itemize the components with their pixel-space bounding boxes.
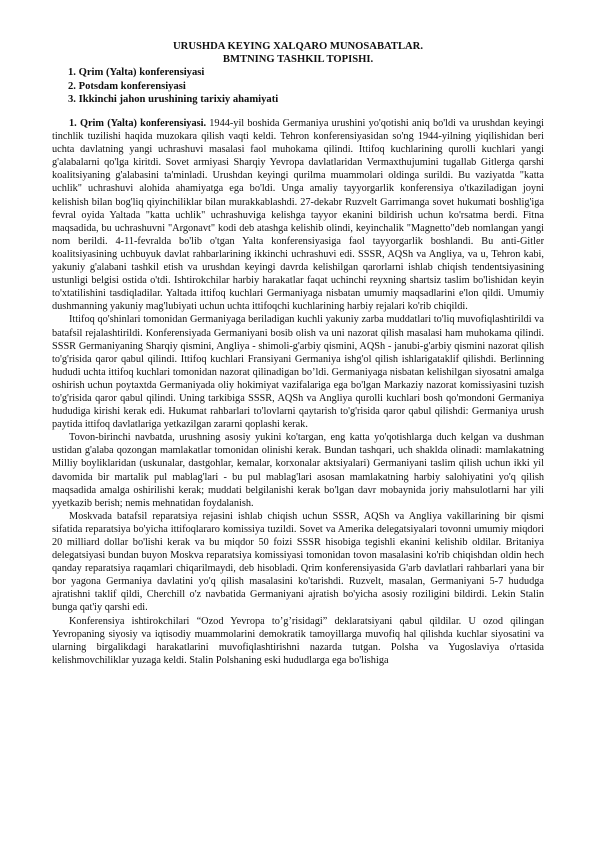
toc-item: 1. Qrim (Yalta) konferensiyasi <box>68 67 205 79</box>
paragraph-1 <box>52 117 544 313</box>
toc-item: 2. Potsdam konferensiyasi <box>68 80 186 92</box>
table-of-contents <box>52 66 544 106</box>
paragraph-2: Ittifoq qo'shinlari tomonidan Germaniyaga beriladigan kuchli yakuniy zarba muddatlari to'liq muvofiqlashtirildi va batafsil rejalashtirildi. Konferensiyada Germaniyani bosib olish va uni nazorat qilish masalasi ham muhokama qilindi. SSSR Germaniyaning Sharqiy qismini, Angliya - shimoli-g'arbiy qismini, AQSh - janubi-g'arbiy qismini nazorat qilish to'g'risida qaror qabul qilindi. Ittifoq kuchlari Fransiyani Germaniya ishg'ol qilish ishlarigataklif qilishdi. Berlinning hududi uchta ittifoq kuchlari tomonidan nazorat qilinadigan bo’ldi. Germaniyaga nisbatan kelishilgan siyosatni amalga oshirish uchun poytaxtda Germaniyada oliy hokimiyat vazifalariga ega bo'lgan Markaziy nazorat komissiyasini tuzish to'g'risida qaror qabul qilindi. Uning tarkibiga SSSR, AQSh va Angliya qurolli kuchlari bosh qo'mondoni Germaniya hududiga kirishi kerak edi. Hukumat rahbarlari to'lovlarni qaytarish to'g'risida qaror qabul qilishdi: Germaniya urush paytida ittifoq davlatlariga yetkazilgan zararni qoplashi kerak. <box>52 314 544 431</box>
paragraph-3: Tovon-birinchi navbatda, urushning asosiy yukini ko'targan, eng katta yo'qotishlarga duch kelgan va dushman ustidan g'alaba qozongan mamlakatlar tomonidan olinishi kerak. Bundan tashqari, uch shaklda olinadi: mamlakatning Milliy boyliklaridan (uskunalar, dastgohlar, kemalar, korxonalar aktsiyalari) Germaniyani taslim qilish uchun ikki yil davomida bir martalik pul mablag'lari - bu pul mablag'lari asosan mamlakatning harbiy salohiyatini yo'q qilish maqsadida amalga oshirilishi kerak; muddati belgilanishi kerak bo'lgan davr mobaynida joriy mahsulotlarni har yili yyetkazib berish; nemis mehnatidan foydalanish. <box>52 432 544 509</box>
paragraph-4: Moskvada batafsil reparatsiya rejasini ishlab chiqish uchun SSSR, AQSh va Angliya vakillarining bir qismi sifatida reparatsiya bo'yicha ittifoqlararo komissiya tuzildi. Sovet va Amerika delegatsiyalari tovonni umumiy miqdori 20 milliard dollar bo'lishi kerak va bu miqdor 50 foizi SSSR hisobiga tegishli ekanini kelishib oldilar. Britaniya delegatsiyasi bundan buyon Moskva reparatsiya komissiyasi tomonidan tovon masalasini ko'rib chiqishdan oldin hech qanday reparatsiya raqamlari chiqarilmaydi, deb hisobladi. Qrim konferensiyasida G'arb davlatlari rahbarlari yana bir bor yagona Germaniya davlatini yo'q qilish masalasini ko'tarishdi. Ruzvelt, masalan, Germaniyani 5-7 hududga ajratishni taklif qildi, Cherchill o'z navbatida Germaniyani ajratish bo'yicha asosiy roziligini bildirdi. Lekin Stalin bunga qat'iy qarshi edi. <box>52 510 544 614</box>
toc-item: 3. Ikkinchi jahon urushining tarixiy ahamiyati <box>68 93 279 105</box>
document-title <box>52 40 544 66</box>
paragraph-5: Konferensiya ishtirokchilari “Ozod Yevropa to’g’risidagi” deklaratsiyani qabul qildilar. U ozod qilingan Yevropaning siyosiy va iqtisodiy muammolarini demokratik tamoyillarga muvofiq hal qilishda kuchlar siyosatini va ularning birgalikdagi harakatlarini muvofiqlashtirishni nazarda tutgan. Polsha va Yugoslaviya o'rtasida kelishmovchiliklar yuzaga keldi. Stalin Polshaning eski hududlarga ega bo'lishiga <box>52 615 544 666</box>
section-heading-inline: 1. Qrim (Yalta) konferensiyasi. <box>69 118 207 130</box>
title-line-1: URUSHDA KEYING XALQARO MUNOSABATLAR. <box>173 41 423 52</box>
paragraph-1-body: 1944-yil boshida Germaniya urushini yo'qotishi aniq bo'ldi va urushdan keyingi tinchlik tuzilishi haqida muzokara qilish vaqti keldi. Tehron konferensiyasidan so'ng 1944-yilning yiqilishidan beri uchta davlatning yangi uchrashuvi masalasi faol muhokama qilindi. Ittifoq kuchlarining qurolli kuchlari yangi g'alabalarni qo'lga kiritdi. Sovet armiyasi Sharqiy Yevropa davlatlaridan Vermaxthujumini tugallab Gitlerga qarshi koalitsiyaning g'alabasini ta'minladi. Urushdan keyingi qurilma muammolari oldinga surildi. Bu vaziyatda "katta uchlik" uchrashuvi alohida ahamiyatga ega bo'ldi. Unga amaliy tayyorgarlik konferensiya o'tkaziladigan joyni kelishish bilan bog'liq qiyinchiliklar bilan murakkablashdi. 27-dekabr Ruzvelt Garrimanga sovet hukumati boshlig'iga fevral oyida Yaltada "katta uchlik" uchrashuviga kelishga tayyor ekanini bildirish uchun ko'rsatma berdi. Fitna maqsadida, bu uchrashuvni "Argonavt" kodi deb atashga kelishib olindi, keyinchalik "Magnetto"deb nomlangan yangi nom berildi. 4-11-fevralda bo'lib o'tgan Yalta konferensiyasiga faol tayyorgarlik boshlandi. Bu anti-Gitler koalitsiyasining uchbuyuk davlat rahbarlarining ikkinchi uchrashuvi edi. SSSR, AQSh va Angliya, va u, Tehron kabi, yakuniy g'alabani tashkil etish va urushdan keyingi davrda kelishilgan qarorlarni ishlab chiqish tendentsiyasining ustunligi belgisi ostida o'tdi. Ishtirokchilar harbiy harakatlar faqat uchinchi reyxning shartsiz taslim bo'lishidan keyin to'xtatilishini tasdiqladilar. Yaltada ittifoq kuchlari Germaniyaga nisbatan umumiy maqsadlarini e'lon qildi. Umumiy dushmanning yakuniy mag'lubiyati uchun uchta ittifoqchi kuchlarining harbiy rejalari ko'rib chiqildi. <box>52 118 545 313</box>
title-line-2: BMTNING TASHKIL TOPISHI. <box>222 54 374 66</box>
